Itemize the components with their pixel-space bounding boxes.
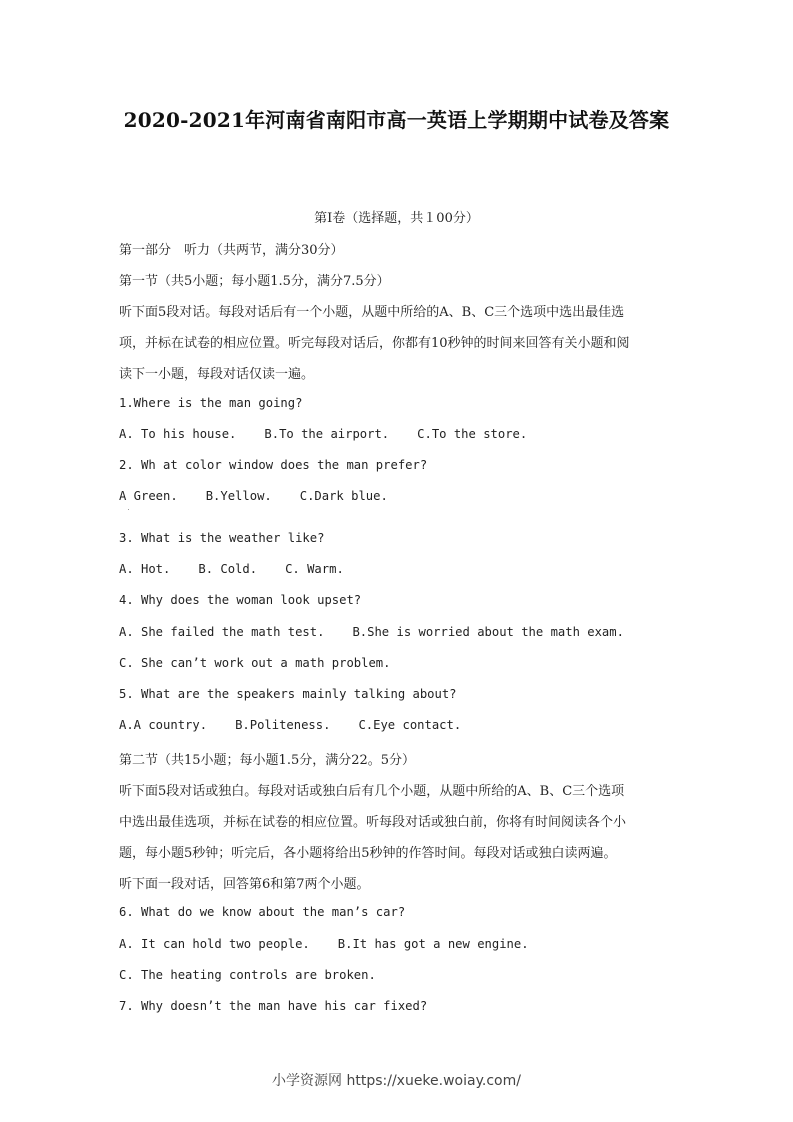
- question-5-options: [119, 718, 679, 732]
- option-c: C.Eye contact.: [358, 718, 462, 732]
- option-a: A. Hot.: [119, 562, 171, 576]
- instruction2-line4: 听下面一段对话，回答第6和第7两个小题。: [119, 877, 370, 892]
- question-4-option-c: C. She can’t work out a math problem.: [119, 656, 391, 670]
- question-1: 1.Where is the man going?: [119, 396, 303, 410]
- section-header: 第Ⅰ卷（选择题，共１00分）: [314, 211, 479, 226]
- question-4-options: [119, 625, 679, 639]
- instruction2-line3: 题，每小题5秒钟；听完后，各小题将给出5秒钟的作答时间。每段对话或独白读两遍。: [119, 846, 617, 861]
- option-c: C. Warm.: [285, 562, 344, 576]
- question-1-options: [119, 427, 679, 441]
- option-a: A. She failed the math test.: [119, 625, 325, 639]
- option-a: A. To his house.: [119, 427, 237, 441]
- instruction1-line2: 项，并标在试卷的相应位置。听完每段对话后，你都有10秒钟的时间来回答有关小题和阅: [119, 336, 630, 351]
- page-footer: 小学资源网 https://xueke.woiay.com/: [272, 1073, 521, 1089]
- option-a: A Green.: [119, 489, 178, 503]
- option-b: B.Yellow.: [205, 489, 272, 503]
- question-3-options: [119, 562, 679, 576]
- question-4: 4. Why does the woman look upset?: [119, 593, 362, 607]
- instruction1-line3: 读下一小题，每段对话仅读一遍。: [119, 367, 315, 382]
- option-c: C.To the store.: [417, 427, 528, 441]
- section2-heading: 第二节（共15小题；每小题1.5分，满分22。5分）: [119, 753, 416, 768]
- question-6-options: [119, 937, 679, 951]
- option-b: B.She is worried about the math exam.: [352, 625, 624, 639]
- page-title: 2020-2021年河南省南阳市高一英语上学期期中试卷及答案: [123, 108, 670, 132]
- instruction1-line1: 听下面5段对话。每段对话后有一个小题，从题中所给的A、B、C三个选项中选出最佳选: [119, 305, 625, 320]
- option-b: B. Cold.: [198, 562, 258, 576]
- instruction2-line2: 中选出最佳选项，并标在试卷的相应位置。听每段对话或独白前，你将有时间阅读各个小: [119, 815, 627, 830]
- question-6: 6. What do we know about the man’s car?: [119, 905, 406, 919]
- question-5: 5. What are the speakers mainly talking about?: [119, 687, 457, 701]
- section1-heading: 第一节（共5小题；每小题1.5分，满分7.5分）: [119, 274, 390, 289]
- stray-mark: [128, 509, 129, 510]
- option-a: A. It can hold two people.: [119, 937, 310, 951]
- instruction2-line1: 听下面5段对话或独白。每段对话或独白后有几个小题，从题中所给的A、B、C三个选项: [119, 784, 625, 799]
- option-b: B.It has got a new engine.: [337, 937, 529, 951]
- question-3: 3. What is the weather like?: [119, 531, 325, 545]
- question-6-option-c: C. The heating controls are broken.: [119, 968, 376, 982]
- question-2: 2. Wh at color window does the man prefer?: [119, 458, 428, 472]
- question-7: 7. Why doesn’t the man have his car fixed?: [119, 999, 428, 1013]
- option-a: A.A country.: [119, 718, 208, 732]
- option-b: B.To the airport.: [264, 427, 390, 441]
- option-b: B.Politeness.: [235, 718, 331, 732]
- question-2-options: [119, 489, 679, 503]
- part1-heading: 第一部分 听力（共两节，满分30分）: [119, 243, 344, 258]
- option-c: C.Dark blue.: [299, 489, 388, 503]
